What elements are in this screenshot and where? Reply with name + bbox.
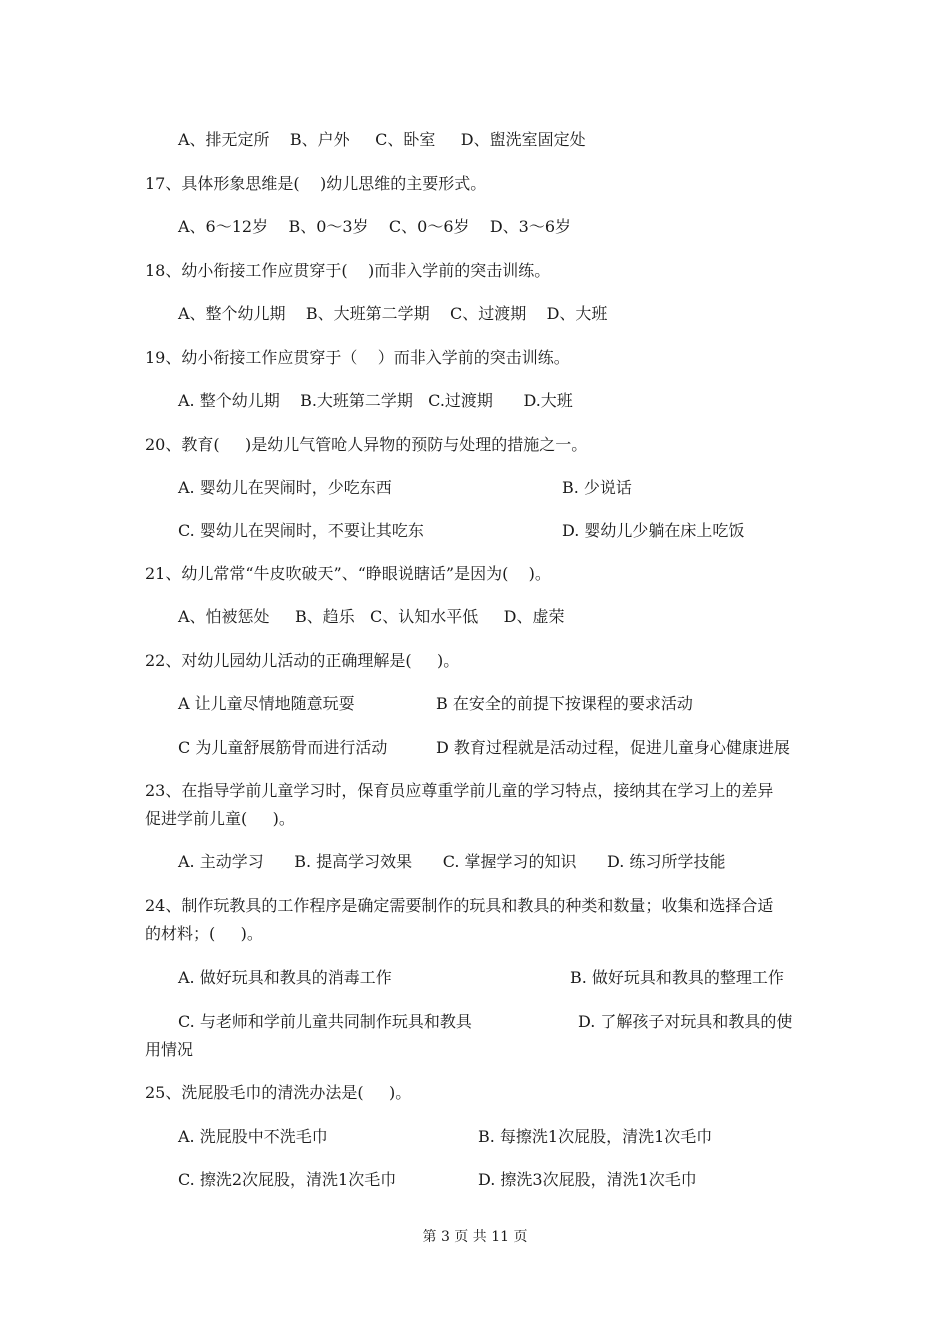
q25-option-d: D. 擦洗3次屁股，清洗1次毛巾 — [478, 1170, 697, 1189]
q22-option-c: C 为儿童舒展筋骨而进行活动 — [178, 738, 388, 757]
page-footer: 第 3 页 共 11 页 — [422, 1229, 528, 1245]
q20-option-b: B. 少说话 — [562, 478, 632, 497]
q24-stem-cont: 的材料；( )。 — [145, 924, 263, 943]
q24-option-c: C. 与老师和学前儿童共同制作玩具和教具 — [178, 1012, 472, 1031]
q20-option-d: D. 婴幼儿少躺在床上吃饭 — [562, 521, 745, 540]
q24-option-a: A. 做好玩具和教具的消毒工作 — [178, 968, 392, 987]
q24-option-b: B. 做好玩具和教具的整理工作 — [570, 968, 784, 987]
q24-stem: 24、制作玩教具的工作程序是确定需要制作的玩具和教具的种类和数量；收集和选择合适 — [145, 896, 774, 915]
q17-stem: 17、具体形象思维是( )幼儿思维的主要形式。 — [145, 174, 487, 193]
q16-options: A、排无定所 B、户外 C、卧室 D、盥洗室固定处 — [178, 130, 586, 149]
q22-option-b: B 在安全的前提下按课程的要求活动 — [436, 694, 693, 713]
q19-stem: 19、幼小衔接工作应贯穿于（ ）而非入学前的突击训练。 — [145, 348, 570, 367]
q25-option-c: C. 擦洗2次屁股，清洗1次毛巾 — [178, 1170, 397, 1189]
q25-option-a: A. 洗屁股中不洗毛巾 — [178, 1127, 328, 1146]
q24-option-d: D. 了解孩子对玩具和教具的使 — [578, 1012, 793, 1031]
q18-stem: 18、幼小衔接工作应贯穿于( )而非入学前的突击训练。 — [145, 261, 551, 280]
q17-options: A、6～12岁 B、0～3岁 C、0～6岁 D、3～6岁 — [178, 217, 572, 236]
q21-options: A、怕被惩处 B、趋乐 C、认知水平低 D、虚荣 — [178, 607, 565, 626]
q18-options: A、整个幼儿期 B、大班第二学期 C、过渡期 D、大班 — [178, 304, 608, 323]
q19-options: A. 整个幼儿期 B.大班第二学期 C.过渡期 D.大班 — [178, 391, 573, 410]
q21-stem: 21、幼儿常常“牛皮吹破天”、“睁眼说瞎话”是因为( )。 — [145, 564, 551, 583]
q22-option-d: D 教育过程就是活动过程，促进儿童身心健康进展 — [436, 738, 790, 757]
q20-option-c: C. 婴幼儿在哭闹时，不要让其吃东 — [178, 521, 424, 540]
q25-stem: 25、洗屁股毛巾的清洗办法是( )。 — [145, 1083, 412, 1102]
q22-option-a: A 让儿童尽情地随意玩耍 — [178, 694, 355, 713]
q22-stem: 22、对幼儿园幼儿活动的正确理解是( )。 — [145, 651, 460, 670]
q23-stem-cont: 促进学前儿童( )。 — [145, 809, 295, 828]
q20-stem: 20、教育( )是幼儿气管呛人异物的预防与处理的措施之一。 — [145, 435, 588, 454]
q20-option-a: A. 婴幼儿在哭闹时，少吃东西 — [178, 478, 392, 497]
q24-option-d-cont: 用情况 — [145, 1040, 194, 1059]
q23-options: A. 主动学习 B. 提高学习效果 C. 掌握学习的知识 D. 练习所学技能 — [178, 852, 726, 871]
q25-option-b: B. 每擦洗1次屁股，清洗1次毛巾 — [478, 1127, 713, 1146]
q23-stem: 23、在指导学前儿童学习时，保育员应尊重学前儿童的学习特点，接纳其在学习上的差异 — [145, 781, 774, 800]
